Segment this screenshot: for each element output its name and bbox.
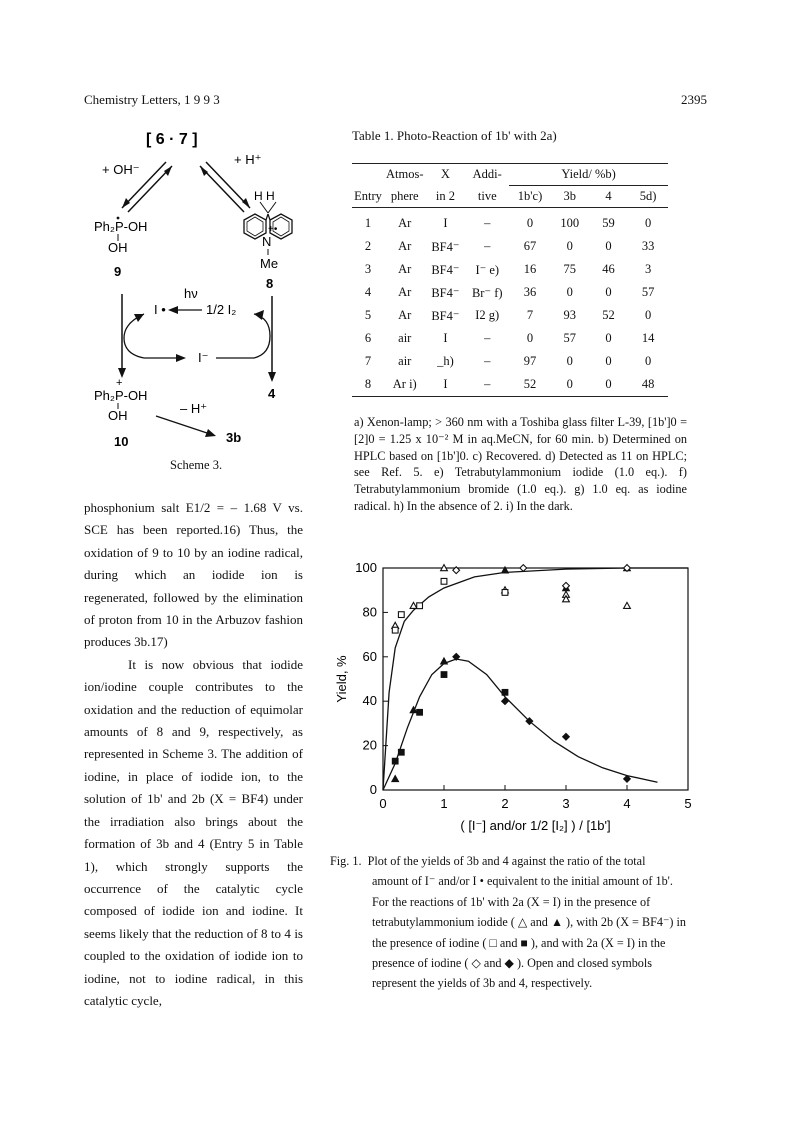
figure-label: Fig. 1. bbox=[330, 854, 362, 868]
table-cell: 4 bbox=[364, 285, 372, 299]
table-cell: BF4⁻ bbox=[431, 239, 460, 254]
table-cell: 33 bbox=[641, 239, 655, 253]
table-cell: 0 bbox=[551, 373, 589, 397]
table-header-cell: 5d) bbox=[628, 186, 668, 208]
table-cell: 8 bbox=[352, 373, 384, 397]
table-row bbox=[352, 373, 668, 397]
label-8: 8 bbox=[266, 276, 274, 291]
label-4: 4 bbox=[268, 386, 276, 401]
filled-square-marker bbox=[441, 672, 447, 678]
oh-label: + OH⁻ bbox=[102, 162, 140, 177]
table-cell: I⁻ e) bbox=[475, 262, 500, 277]
label-10: 10 bbox=[114, 434, 129, 449]
figure-caption-lead: Plot of the yields of 3b and 4 against the ratio of the total bbox=[367, 854, 646, 868]
table-cell: 97 bbox=[523, 354, 537, 368]
table-cell: – bbox=[465, 373, 509, 397]
filled-triangle-marker bbox=[392, 776, 399, 782]
open-triangle-marker bbox=[410, 602, 417, 608]
y-tick-label: 0 bbox=[369, 782, 377, 797]
compound-9-top: Ph₂P-OH bbox=[94, 219, 148, 234]
table-cell: 1 bbox=[364, 216, 372, 230]
fit-curves bbox=[383, 568, 688, 790]
table-cell: 59 bbox=[602, 216, 615, 230]
label-3b: 3b bbox=[226, 430, 242, 445]
table-cell: 3 bbox=[645, 262, 652, 276]
fit-curve-lower-fit bbox=[383, 659, 658, 790]
filled-square-marker bbox=[392, 758, 398, 764]
table-cell: 14 bbox=[641, 331, 655, 345]
table-header-cell: Entry bbox=[352, 186, 384, 208]
table-1 bbox=[352, 163, 668, 397]
table-cell: _h) bbox=[437, 354, 454, 368]
table-cell: 67 bbox=[523, 239, 537, 253]
table-cell: 0 bbox=[526, 216, 534, 230]
table-row bbox=[352, 304, 668, 327]
table-cell: 7 bbox=[526, 308, 534, 322]
filled-square-marker bbox=[417, 709, 423, 715]
filled-diamond-marker bbox=[563, 733, 570, 740]
table-cell: 52 bbox=[509, 373, 551, 397]
open-square-marker bbox=[398, 612, 404, 618]
table-cell: 3 bbox=[364, 262, 372, 276]
chart-axes bbox=[355, 560, 691, 811]
scheme-3-diagram bbox=[84, 118, 314, 453]
y-tick-label: 40 bbox=[362, 693, 377, 709]
table-cell: Ar bbox=[398, 262, 412, 276]
x-tick-label: 1 bbox=[440, 796, 448, 811]
acridine-n: N bbox=[262, 234, 272, 249]
table-cell: Ar bbox=[398, 285, 412, 299]
table-row bbox=[352, 327, 668, 350]
h-plus-label: + H⁺ bbox=[234, 152, 262, 167]
table-row bbox=[352, 258, 668, 281]
table-cell: BF4⁻ bbox=[431, 285, 460, 300]
acridine-me: Me bbox=[260, 256, 279, 271]
figure-caption bbox=[330, 851, 690, 994]
table-footnotes: a) Xenon-lamp; > 360 nm with a Toshiba glass filter L-39, [1b']0 = [2]0 = 1.25 x 10⁻² M in aq.MeCN, for 60 min. b) Determined on HPLC based on [1b']0. c) Recovered. d) Detected as 11 on HPLC; see Ref. 5. e) Tetrabutylammonium iodide (1.0 eq.). f) Tetrabutylammonium bromide (1.0 eq.). g) 1.0 eq. as iodine radical. h) In the absence of 2. i) In the dark. bbox=[354, 415, 687, 513]
open-triangle-marker bbox=[624, 602, 631, 608]
table-cell: 0 bbox=[605, 354, 612, 368]
table-cell: – bbox=[484, 239, 491, 253]
x-tick-label: 4 bbox=[623, 796, 631, 811]
table-cell: 0 bbox=[566, 239, 573, 253]
table-cell: 0 bbox=[566, 285, 573, 299]
table-header-cell: 3b bbox=[551, 186, 589, 208]
x-axis-label: ( [I⁻] and/or 1/2 [I₂] ) / [1b'] bbox=[460, 818, 611, 833]
y-tick-label: 20 bbox=[362, 737, 377, 753]
table-cell: BF4⁻ bbox=[431, 308, 460, 323]
table-cell: Ar bbox=[398, 239, 412, 253]
table-header-cell: tive bbox=[465, 186, 509, 208]
table-cell: 5 bbox=[364, 308, 372, 322]
table-cell: 93 bbox=[563, 308, 577, 322]
table-cell: 0 bbox=[605, 285, 612, 299]
svg-text:+: + bbox=[116, 377, 123, 389]
running-header: Chemistry Letters, 1 9 9 3 bbox=[84, 92, 220, 107]
table-header-cell: Atmos- bbox=[384, 164, 426, 186]
hh-label: H H bbox=[254, 189, 275, 203]
table-cell: 75 bbox=[563, 262, 577, 276]
filled-square-marker bbox=[398, 749, 404, 755]
table-cell: 0 bbox=[645, 354, 652, 368]
table-cell: air bbox=[398, 354, 412, 368]
x-tick-label: 2 bbox=[501, 796, 509, 811]
table-cell: I bbox=[443, 331, 448, 345]
x-tick-label: 3 bbox=[562, 796, 570, 811]
y-tick-label: 80 bbox=[362, 604, 377, 620]
open-square-marker bbox=[392, 627, 398, 633]
table-cell: 48 bbox=[628, 373, 668, 397]
y-tick-label: 100 bbox=[355, 560, 377, 575]
table-cell: 0 bbox=[605, 331, 612, 345]
scheme-top-label: [ 6 · 7 ] bbox=[146, 131, 198, 148]
table-cell: 0 bbox=[645, 216, 652, 230]
hv-label: hν bbox=[184, 286, 198, 301]
y-axis-label: Yield, % bbox=[334, 655, 349, 703]
table-cell: 6 bbox=[364, 331, 372, 345]
filled-square-marker bbox=[502, 689, 508, 695]
table-cell: 0 bbox=[589, 373, 629, 397]
label-9: 9 bbox=[114, 264, 122, 279]
table-cell: – bbox=[484, 331, 491, 345]
table-cell: 7 bbox=[364, 354, 372, 368]
filled-triangle-marker bbox=[441, 658, 448, 664]
iodine-radical-label: I • bbox=[154, 302, 166, 317]
table-cell: 0 bbox=[645, 308, 652, 322]
paragraph: phosphonium salt E1/2 = – 1.68 V vs. SCE has been reported.16) Thus, the oxidation of 9 to 10 by an iodine radical, during which an iodide ion is regenerated, followed by the elimination of proton from 10 in the Arbuzov fashion produces 3b.17) bbox=[84, 500, 303, 650]
open-diamond-marker bbox=[520, 565, 527, 572]
table-row bbox=[352, 235, 668, 258]
x-tick-label: 0 bbox=[379, 796, 387, 811]
table-header-cell: in 2 bbox=[425, 186, 465, 208]
table-header-cell: 1b'c) bbox=[509, 186, 551, 208]
table-cell: 0 bbox=[526, 331, 534, 345]
table-header-cell: 4 bbox=[589, 186, 629, 208]
table-cell: Ar bbox=[398, 308, 412, 322]
table-cell: 46 bbox=[602, 262, 615, 276]
scheme-caption: Scheme 3. bbox=[170, 458, 223, 472]
minus-h-label: – H⁺ bbox=[180, 401, 208, 416]
figure-caption-body: amount of I⁻ and/or I • equivalent to the initial amount of 1b'. For the reactions of 1b' with 2a (X = I) in the presence of tetrabutylammonium iodide ( △ and ▲ ), with 2b (X = BF4⁻) in the presence of iodine ( □ and ■ ), and with 2a (X = I) in the presence of iodine ( ◇ and ◆ ). Open and closed symbols represent the yields of 3b and 4, respectively. bbox=[372, 874, 687, 991]
table-cell: 36 bbox=[523, 285, 537, 299]
compound-10-top: Ph₂P-OH bbox=[94, 388, 148, 403]
table-header-cell: Addi- bbox=[465, 164, 509, 186]
table-row bbox=[352, 208, 668, 236]
table-caption: Table 1. Photo-Reaction of 1b' with 2a) bbox=[352, 128, 557, 143]
iodide-label: I⁻ bbox=[198, 350, 209, 365]
x-tick-label: 5 bbox=[684, 796, 692, 811]
table-cell: 0 bbox=[605, 239, 612, 253]
svg-text:+•: +• bbox=[268, 224, 278, 235]
table-cell: air bbox=[398, 331, 412, 345]
table-cell: – bbox=[484, 216, 491, 230]
compound-9-bottom: OH bbox=[108, 240, 128, 255]
body-text-left bbox=[84, 497, 303, 1012]
table-cell: 57 bbox=[563, 331, 577, 345]
table-cell: 0 bbox=[566, 354, 573, 368]
table-cell: I bbox=[425, 373, 465, 397]
table-cell: Ar i) bbox=[384, 373, 426, 397]
figure-1-chart bbox=[330, 556, 700, 846]
half-iodine-label: 1/2 I₂ bbox=[206, 302, 237, 317]
table-header-cell bbox=[352, 164, 384, 186]
page-number: 2395 bbox=[681, 92, 707, 107]
table-header-cell: X bbox=[425, 164, 465, 186]
paragraph: It is now obvious that iodide ion/iodine couple contributes to the oxidation and the reduction of equimolar amounts of 8 and 9, respectively, as represented in Scheme 3. The addition of iodine, in place of iodide ion, to the solution of 1b' and 2b (X = BF4) under the irradiation also brings about the formation of 3b and 4 (Entry 5 in Table 1), which strongly supports the occurrence of the catalytic cycle composed of iodide ion and iodine. It seems likely that the reduction of 8 to 4 is coupled to the oxidation of iodide ion to iodine, not to iodine radical, in this catalytic cycle, bbox=[84, 656, 303, 1008]
table-cell: 16 bbox=[523, 262, 537, 276]
table-header-cell: Yield/ %b) bbox=[509, 164, 668, 186]
table-cell: 100 bbox=[560, 216, 580, 230]
table-cell: 52 bbox=[602, 308, 615, 322]
table-cell: 2 bbox=[364, 239, 372, 253]
table-cell: I2 g) bbox=[475, 308, 500, 322]
open-square-marker bbox=[441, 578, 447, 584]
table-cell: BF4⁻ bbox=[431, 262, 460, 277]
table-header-cell: phere bbox=[384, 186, 426, 208]
open-square-marker bbox=[502, 590, 508, 596]
table-cell: I bbox=[443, 216, 448, 230]
table-cell: – bbox=[484, 354, 491, 368]
y-tick-label: 60 bbox=[362, 648, 377, 664]
table-row bbox=[352, 350, 668, 373]
table-cell: 57 bbox=[641, 285, 655, 299]
table-cell: Ar bbox=[398, 216, 412, 230]
table-row bbox=[352, 281, 668, 304]
table-cell: Br⁻ f) bbox=[471, 285, 503, 300]
open-square-marker bbox=[417, 603, 423, 609]
compound-10-bottom: OH bbox=[108, 408, 128, 423]
